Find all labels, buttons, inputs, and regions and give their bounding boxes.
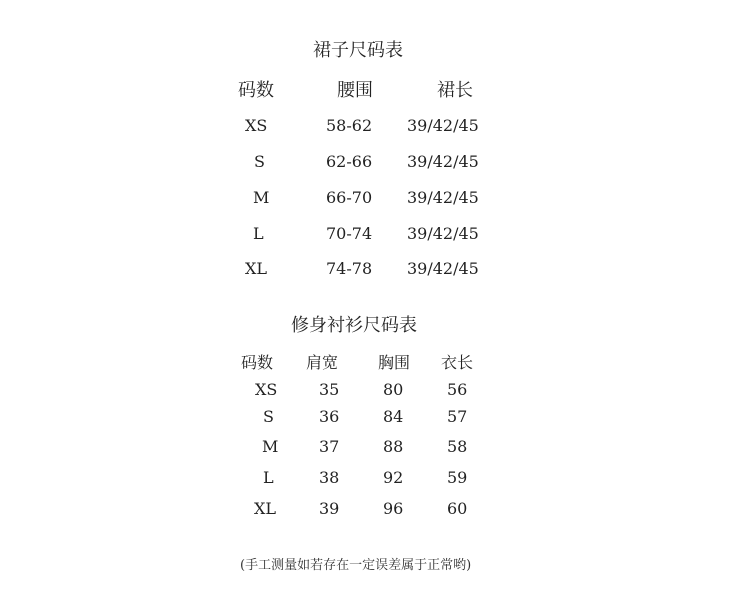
table-cell: 92: [383, 468, 404, 487]
table-cell: 84: [383, 407, 404, 426]
shirt-table-title: 修身衬衫尺码表: [291, 315, 417, 336]
table-cell: 80: [383, 380, 404, 399]
skirt-header-size: 码数: [238, 80, 274, 101]
table-cell: 39/42/45: [407, 224, 479, 243]
shirt-header-chest: 胸围: [378, 353, 411, 372]
table-cell: 39/42/45: [407, 259, 479, 278]
table-cell: 56: [447, 380, 468, 399]
skirt-header-length: 裙长: [437, 80, 473, 101]
table-cell: 60: [447, 499, 468, 518]
table-cell: 88: [383, 437, 404, 456]
table-cell: XL: [245, 259, 268, 278]
skirt-header-waist: 腰围: [337, 80, 373, 101]
table-cell: 59: [447, 468, 468, 487]
table-cell: 39/42/45: [407, 188, 479, 207]
table-cell: L: [263, 468, 274, 487]
skirt-table-title: 裙子尺码表: [313, 40, 403, 61]
table-cell: 96: [383, 499, 404, 518]
table-cell: 35: [319, 380, 340, 399]
table-cell: 74-78: [326, 259, 373, 278]
table-cell: 37: [319, 437, 340, 456]
table-cell: 39/42/45: [407, 116, 479, 135]
measurement-note: (手工测量如若存在一定误差属于正常哟): [240, 558, 472, 573]
shirt-header-shoulder: 肩宽: [306, 353, 339, 372]
shirt-header-size: 码数: [241, 353, 274, 372]
table-cell: 62-66: [326, 152, 373, 171]
table-cell: L: [253, 224, 264, 243]
table-cell: M: [253, 188, 270, 207]
table-cell: 57: [447, 407, 468, 426]
table-cell: 36: [319, 407, 340, 426]
table-cell: 66-70: [326, 188, 373, 207]
table-cell: XS: [255, 380, 278, 399]
table-cell: S: [263, 407, 274, 426]
table-cell: 38: [319, 468, 340, 487]
table-cell: 58: [447, 437, 468, 456]
table-cell: 39: [319, 499, 340, 518]
table-cell: S: [254, 152, 265, 171]
table-cell: XS: [245, 116, 268, 135]
table-cell: 58-62: [326, 116, 373, 135]
table-cell: M: [262, 437, 279, 456]
shirt-header-length: 衣长: [441, 353, 474, 372]
table-cell: 39/42/45: [407, 152, 479, 171]
table-cell: XL: [254, 499, 277, 518]
table-cell: 70-74: [326, 224, 373, 243]
